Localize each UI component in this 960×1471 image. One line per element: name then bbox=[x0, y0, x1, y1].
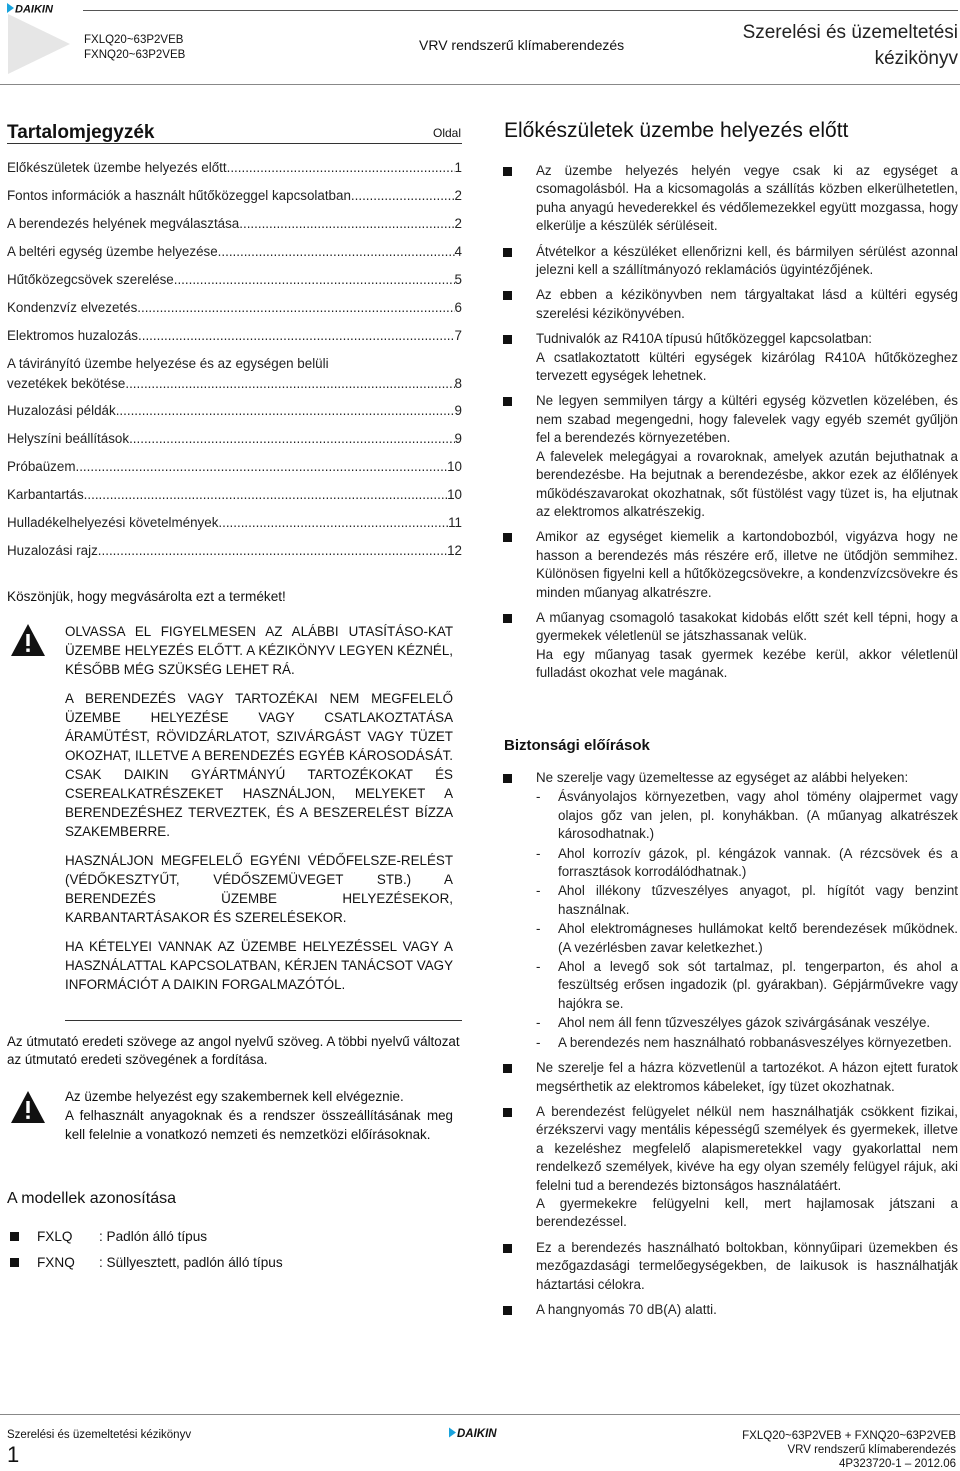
bullet-icon bbox=[503, 774, 512, 783]
list-item bbox=[503, 769, 958, 1052]
list-item bbox=[503, 1301, 958, 1319]
toc-item-label: Huzalozási rajz bbox=[7, 543, 98, 558]
toc-dots bbox=[84, 486, 447, 509]
safety-intro: Ne szerelje vagy üzemeltesse az egységet az alábbi helyeken: bbox=[536, 770, 909, 785]
toc-dots bbox=[218, 514, 448, 537]
safety-list bbox=[503, 769, 958, 1326]
list-item-text: Az ebben a kézikönyvben nem tárgyaltakat lásd a kültéri egység szerelési kézikönyvében. bbox=[536, 287, 958, 321]
list-item bbox=[503, 1103, 958, 1232]
sub-item: - Ahol a levegő sok sót tartalmaz, pl. tengerparton, és ahol a feszültség erősen ingadozik (pl. gyárakban). Gépjárművekre vagy hajókra se. bbox=[536, 958, 958, 1013]
bullet-icon bbox=[503, 533, 512, 542]
list-item-text: Ne szerelje fel a házra közvetlenül a tartozékot. A házon ejtett furatok megsérthetik az elektromos kábeleket, így tüzet okozhatnak. bbox=[536, 1060, 958, 1094]
toc-item-page: 11 bbox=[448, 515, 462, 530]
model-desc: : Süllyesztett, padlón álló típus bbox=[99, 1254, 283, 1270]
header-title-line1: Szerelési és üzemeltetési bbox=[742, 22, 958, 43]
toc-dots bbox=[125, 375, 454, 392]
header-model-line1: FXLQ20~63P2VEB bbox=[84, 34, 184, 46]
toc-item-label: Hűtőközegcsövek szerelése bbox=[7, 272, 174, 287]
warning-paragraph: HASZNÁLJON MEGFELELŐ EGYÉNI VÉDŐFELSZE-RELÉST (VÉDŐKESZTYŰT, VÉDŐSZEMÜVEGET STB.) A BERENDEZÉS ÜZEMBE HELYEZÉSEKOR, KARBANTARTÁSAKOR ÉS SZERELÉSEKOR. bbox=[65, 853, 453, 925]
toc-item[interactable] bbox=[7, 453, 462, 481]
list-item bbox=[503, 392, 958, 521]
toc-item-label: A berendezés helyének megválasztása bbox=[7, 216, 240, 231]
warning-paragraph: A BERENDEZÉS VAGY TARTOZÉKAI NEM MEGFELELŐ ÜZEMBE HELYEZÉSE VAGY CSATLAKOZTATÁSA ÁRAMÜTÉST, RÖVIDZÁRLATOT, SZIVÁRGÁST VAGY TÜZET OKOZHAT, ILLETVE A BERENDEZÉS EGYÉB KÁROSODÁSÁT. CSAK DAIKIN GYÁRTMÁNYÚ TARTOZÉKOKAT ÉS CSEREALKATRÉSZEKET HASZNÁLJON, MELYEKET A BERENDEZÉSHEZ TERVEZTEK, ÉS A BESZERELÉST BÍZZA SZAKEMBERRE. bbox=[65, 691, 453, 839]
bullet-icon bbox=[503, 397, 512, 406]
toc-rule bbox=[7, 143, 462, 144]
toc-item-page: 9 bbox=[454, 431, 462, 446]
preparation-list bbox=[503, 162, 958, 690]
toc-item[interactable] bbox=[7, 350, 462, 397]
toc-item-label: Helyszíni beállítások bbox=[7, 431, 130, 446]
list-item bbox=[503, 162, 958, 236]
toc-item-label: Huzalozási példák bbox=[7, 403, 116, 418]
sub-item: - A berendezés nem használható robbanásveszélyes környezetben. bbox=[536, 1034, 958, 1052]
warning2-line2: A felhasznált anyagoknak és a rendszer összeállításának meg kell felelnie a vonatkozó nemzeti és nemzetközi előírásoknak. bbox=[65, 1108, 453, 1142]
bullet-icon bbox=[503, 248, 512, 257]
toc-item-label: Karbantartás bbox=[7, 487, 84, 502]
warning-block-2 bbox=[65, 1087, 453, 1144]
model-item bbox=[10, 1249, 283, 1275]
toc-item-label-line1: A távirányító üzembe helyezése és az egységen belüli bbox=[7, 356, 329, 371]
list-item-extra: A gyermekekre felügyelni kell, mert hajlamosak játszani a berendezéssel. bbox=[536, 1195, 958, 1230]
list-item-extra: Ha egy műanyag tasak gyermek kezébe kerül, akkor véletlenül fulladást okozhat vele magának. bbox=[536, 646, 958, 681]
header-subtitle: VRV rendszerű klímaberendezés bbox=[419, 37, 625, 53]
toc-item-page: 4 bbox=[454, 244, 462, 259]
toc-item-label: Kondenzvíz elvezetés bbox=[7, 300, 138, 315]
sub-item-text: Ahol a levegő sok sót tartalmaz, pl. tengerparton, és ahol a feszültség erősen ingadozik (pl. gyárakban). Gépjárművekre vagy hajókra se. bbox=[558, 959, 958, 1011]
list-item-text: Ne legyen semmilyen tárgy a kültéri egység közvetlen közelében, és nem szabad megengedni, hogy falevelek vagy egyéb szemét gyűljön fel a berendezés környezetében. bbox=[536, 393, 958, 446]
safety-title: Biztonsági előírások bbox=[504, 737, 650, 754]
list-item bbox=[503, 330, 958, 385]
bullet-icon bbox=[10, 1232, 19, 1241]
header-title-line2: kézikönyv bbox=[874, 48, 958, 69]
toc-item[interactable] bbox=[7, 322, 462, 350]
toc-item-label: Előkészületek üzembe helyezés előtt bbox=[7, 160, 227, 175]
toc-item[interactable] bbox=[7, 425, 462, 453]
bullet-icon bbox=[503, 167, 512, 176]
sub-item: - Ahol illékony tűzveszélyes anyagot, pl. hígítót vagy benzint használnak. bbox=[536, 882, 958, 919]
list-item-text: A berendezést felügyelet nélkül nem használhatják csökkent fizikai, érzékszervi vagy mentális képességű személyek és gyermekek, illetve a kezeléshez megfelelő alapismeretekkel vagy gyakorlattal nem rendelkező személyek, kivéve ha egy olyan személy felügyel rájuk, aki felelni tud a berendezés biztonságos használatáért. bbox=[536, 1103, 958, 1193]
footer-docnum: 4P323720-1 – 2012.06 bbox=[838, 1458, 956, 1470]
models-list bbox=[10, 1223, 283, 1275]
header-bottom-rule bbox=[0, 84, 960, 85]
toc-item-label: Fontos információk a használt hűtőközeggel kapcsolatban bbox=[7, 188, 351, 203]
toc-dots bbox=[174, 271, 455, 294]
warning-triangle-icon bbox=[10, 623, 46, 657]
toc-dots bbox=[239, 215, 454, 238]
list-item-extra: A falevelek melegágyai a rovaroknak, amelyek azután bejuthatnak a berendezésbe. Ha bejutnak a berendezésbe, akkor ezek az élőlények működészavarokat okozhatnak, sőt füstölést vagy tüzet is, ha eljutnak az elektromos alkatrészekig. bbox=[536, 448, 958, 519]
toc-item-label: A beltéri egység üzembe helyezése bbox=[7, 244, 218, 259]
list-item bbox=[503, 286, 958, 323]
toc-item-page: 5 bbox=[454, 272, 462, 287]
model-desc: : Padlón álló típus bbox=[99, 1228, 208, 1244]
list-item bbox=[503, 1059, 958, 1096]
warning-block-1 bbox=[65, 622, 453, 1004]
bullet-icon bbox=[503, 1064, 512, 1073]
model-code: FXNQ bbox=[37, 1254, 75, 1270]
list-item bbox=[503, 528, 958, 602]
list-item-text: A hangnyomás 70 dB(A) alatti. bbox=[536, 1301, 717, 1317]
model-code: FXLQ bbox=[37, 1228, 73, 1244]
sub-item: - Ahol korrozív gázok, pl. kéngázok vannak. (A rézcsövek és a forrasztások korrodálódhatnak.) bbox=[536, 845, 958, 882]
list-item-text: Tudnivalók az R410A típusú hűtőközeggel kapcsolatban: bbox=[536, 331, 872, 347]
toc-dots bbox=[218, 243, 455, 266]
section-title: Előkészületek üzembe helyezés előtt bbox=[504, 119, 849, 142]
toc-dots bbox=[351, 187, 455, 210]
toc-item[interactable] bbox=[7, 294, 462, 322]
toc-item-page: 2 bbox=[454, 188, 462, 203]
toc-item[interactable] bbox=[7, 509, 462, 537]
thanks-text: Köszönjük, hogy megvásárolta ezt a terméket! bbox=[7, 589, 286, 604]
toc-dots bbox=[137, 299, 454, 322]
toc-item[interactable] bbox=[7, 481, 462, 509]
toc-dots bbox=[129, 430, 454, 453]
bullet-icon bbox=[503, 1306, 512, 1315]
bullet-icon bbox=[503, 291, 512, 300]
toc-dots bbox=[116, 402, 455, 425]
toc-dots bbox=[227, 159, 455, 182]
warning-triangle-icon bbox=[10, 1090, 46, 1124]
bullet-icon bbox=[10, 1258, 19, 1267]
toc-dots bbox=[75, 458, 447, 481]
toc-item-page: 12 bbox=[447, 543, 462, 558]
warning-paragraph: OLVASSA EL FIGYELMESEN AZ ALÁBBI UTASÍTÁSO-KAT ÜZEMBE HELYEZÉS ELŐTT. A KÉZIKÖNYV LEGYEN KÉZNÉL, KÉSŐBB MÉG SZÜKSÉG LEHET RÁ. bbox=[65, 624, 453, 677]
header-brand: DAIKIN bbox=[15, 3, 53, 13]
footer-subtitle: VRV rendszerű klímaberendezés bbox=[787, 1444, 956, 1456]
header-decoration-icon bbox=[8, 14, 70, 74]
toc-item[interactable] bbox=[7, 266, 462, 294]
sub-item: - Ahol nem áll fenn tűzveszélyes gázok szivárgásának veszélye. bbox=[536, 1014, 958, 1032]
toc-item-page: 10 bbox=[447, 487, 462, 502]
bullet-icon bbox=[503, 335, 512, 344]
list-item bbox=[503, 243, 958, 280]
toc-item-page: 10 bbox=[447, 459, 462, 474]
sub-item-text: Ahol nem áll fenn tűzveszélyes gázok szivárgásának veszélye. bbox=[558, 1015, 931, 1031]
toc-page-label: Oldal bbox=[433, 126, 462, 140]
list-item-text: A műanyag csomagoló tasakokat kidobás előtt szét kell tépni, hogy a gyermekek véletlenül se játszhassanak velük. bbox=[536, 609, 958, 644]
header-model-line2: FXNQ20~63P2VEB bbox=[84, 49, 186, 61]
toc-item-page: 8 bbox=[454, 376, 462, 391]
toc-item-label: Hulladékelhelyezési követelmények bbox=[7, 515, 219, 530]
toc-item[interactable] bbox=[7, 238, 462, 266]
toc-item[interactable] bbox=[7, 397, 462, 425]
toc-item-label: Elektromos huzalozás bbox=[7, 328, 138, 343]
table-of-contents bbox=[7, 154, 462, 565]
footer-info bbox=[742, 1429, 956, 1471]
bullet-icon bbox=[503, 1108, 512, 1117]
toc-item[interactable] bbox=[7, 154, 462, 182]
list-item-extra: A csatlakoztatott kültéri egységek kizárólag R410A hűtőközeghez tervezett egységek lehetnek. bbox=[536, 349, 958, 384]
list-item-text: Amikor az egységet kiemelik a kartondobozból, vigyázva hogy ne hasson a berendezés más részére erő, illetve ne ütődjön semmihez. Különösen figyelni kell a hűtőközegcsövekre, a kondenzvízcsövekre és minden műanyag alkatrészre. bbox=[536, 529, 958, 600]
warning2-line1: Az üzembe helyezést egy szakembernek kell elvégeznie. bbox=[65, 1089, 404, 1104]
toc-item[interactable] bbox=[7, 182, 462, 210]
toc-dots bbox=[138, 327, 455, 350]
sub-item: - Ahol elektromágneses hullámokat keltő berendezések működnek. (A vezérlésben zavar keletkezhet.) bbox=[536, 920, 958, 957]
bullet-icon bbox=[503, 1244, 512, 1253]
original-language-note: Az útmutató eredeti szövege az angol nyelvű szöveg. A többi nyelvű változat az útmutató eredeti szövegének a fordítása. bbox=[7, 1034, 460, 1067]
toc-item-page: 6 bbox=[454, 300, 462, 315]
footer-models: FXLQ20~63P2VEB + FXNQ20~63P2VEB bbox=[742, 1430, 956, 1442]
toc-item-page: 2 bbox=[454, 216, 462, 231]
footer-brand: DAIKIN bbox=[457, 1428, 497, 1438]
sub-item-text: Ahol korrozív gázok, pl. kéngázok vannak. (A rézcsövek és a forrasztások korrodálódhatnak.) bbox=[558, 845, 958, 880]
sub-item-text: Ahol illékony tűzveszélyes anyagot, pl. hígítót vagy benzint használnak. bbox=[558, 883, 958, 917]
list-item bbox=[503, 609, 958, 683]
toc-item-page: 1 bbox=[454, 160, 462, 175]
list-item-text: Ez a berendezés használható boltokban, könnyűipari üzemekben és mezőgazdasági termelőegységekben, de laikusok is használhatják háztartási célokra. bbox=[536, 1239, 958, 1292]
footer-title: Szerelési és üzemeltetési kézikönyv bbox=[7, 1429, 192, 1441]
toc-item[interactable] bbox=[7, 537, 462, 565]
toc-item-page: 9 bbox=[454, 403, 462, 418]
toc-title: Tartalomjegyzék bbox=[7, 122, 155, 143]
toc-item-label: vezetékek bekötése bbox=[7, 376, 126, 391]
list-item bbox=[503, 1239, 958, 1294]
model-item bbox=[10, 1223, 283, 1249]
sub-item-text: Ásványolajos környezetben, vagy ahol tömény olajpermet vagy olajos gőz van jelen, pl. konyhákban. (A műanyag alkatrészek károsodhatnak.) bbox=[558, 789, 958, 842]
sub-item: - Ásványolajos környezetben, vagy ahol tömény olajpermet vagy olajos gőz van jelen, pl. konyhákban. (A műanyag alkatrészek károsodhatnak.) bbox=[536, 788, 958, 843]
toc-item[interactable] bbox=[7, 210, 462, 238]
page-number: 1 bbox=[7, 1442, 20, 1467]
footer-rule bbox=[0, 1414, 960, 1415]
header-rule bbox=[83, 10, 958, 11]
list-item-text: Az üzembe helyezés helyén vegye csak ki az egységet a csomagolásból. Ha a kicsomagolás a szállítás közben elkerülhetetlen, puha anyagú hevederekkel és védőlemezekkel együtt mozgassa, hogy elkerülje a készülék sérüléseit. bbox=[536, 163, 958, 234]
daikin-logo-icon bbox=[449, 1427, 517, 1438]
bullet-icon bbox=[503, 614, 512, 623]
sub-item-text: A berendezés nem használható robbanásveszélyes környezetben. bbox=[558, 1034, 952, 1050]
toc-item-label: Próbaüzem bbox=[7, 459, 76, 474]
warning-paragraph: HA KÉTELYEI VANNAK AZ ÜZEMBE HELYEZÉSSEL VAGY A HASZNÁLATTAL KAPCSOLATBAN, KÉRJEN TANÁCSOT VAGY INFORMÁCIÓT A DAIKIN FORGALMAZÓTÓL. bbox=[65, 939, 453, 992]
list-item-text: Átvételkor a készüléket ellenőrizni kell, és bármilyen sérülést azonnal jelezni kell a szállítmányozó reklamációs ügyintézőjének. bbox=[536, 243, 958, 278]
header-models bbox=[84, 33, 185, 63]
toc-item-page: 7 bbox=[454, 328, 462, 343]
warning-rule bbox=[65, 1020, 462, 1021]
daikin-logo-icon bbox=[7, 3, 75, 13]
sub-item-text: Ahol elektromágneses hullámokat keltő berendezések működnek. (A vezérlésben zavar keletkezhet.) bbox=[558, 921, 958, 955]
models-title: A modellek azonosítása bbox=[7, 1190, 176, 1207]
header-title bbox=[743, 20, 958, 72]
toc-dots bbox=[98, 542, 447, 565]
